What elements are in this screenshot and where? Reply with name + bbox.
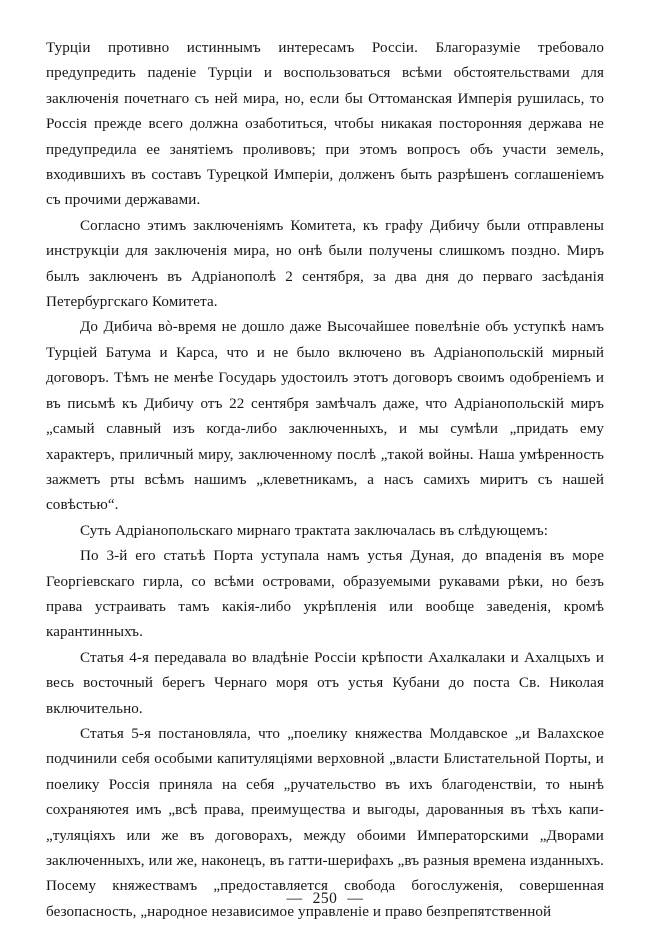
paragraph: Согласно этимъ заключеніямъ Комитета, къ графу Дибичу были отправлены инструкціи для заключенія мира, но онѣ были получены слишкомъ поздно. Миръ былъ заключенъ въ Адріанополѣ 2 сентября, за два дня до перваго засѣданія Петербургскаго Комитета. bbox=[46, 217, 604, 311]
footer-dash-right: — bbox=[347, 890, 364, 907]
paragraph: Статья 4-я передавала во владѣніе Россіи крѣпости Ахалкалаки и Ахалцыхъ и весь восточный берегъ Чернаго моря отъ устья Кубани до поста Св. Николая включительно. bbox=[46, 649, 604, 717]
page-body bbox=[46, 36, 604, 925]
paragraph: Турціи противно истиннымъ интересамъ Россіи. Благоразуміе требовало предупредить паденіе Турціи и воспользоваться всѣми обстоятельствами для заключенія почетнаго съ ней мира, но, если бы Оттоманская Имперія рушилась, то Россія прежде всего должна озаботиться, чтобы никакая посторонняя держава не предупредила ее занятіемъ проливовъ; при этомъ вопросъ объ участи земель, входившихъ въ составъ Турецкой Имперіи, долженъ быть разрѣшенъ соглашеніемъ съ прочими державами. bbox=[46, 40, 604, 209]
paragraph: По 3-й его статьѣ Порта уступала намъ устья Дуная, до впаденія въ море Георгіевскаго гирла, со всѣми островами, образуемыми рукавами рѣки, но безъ права устраивать тамъ какія-либо укрѣпленія или вообще заведенія, кромѣ карантинныхъ. bbox=[46, 548, 604, 641]
footer-dash-left: — bbox=[286, 890, 303, 907]
paragraph: До Дибича вò-время не дошло даже Высочайшее повелѣніе объ уступкѣ намъ Турціей Батума и Карса, что и не было включено въ Адріанопольскій мирный договоръ. Тѣмъ не менѣе Государь удостоилъ этотъ договоръ своимъ одобреніемъ и въ письмѣ къ Дибичу отъ 22 сентября замѣчалъ даже, что Адріанопольскій миръ „самый славный изъ когда-либо заключенныхъ, и мы сумѣли „придать ему характеръ, приличный миру, заключенному послѣ „такой войны. Наша умѣренность зажметъ рты всѣмъ нашимъ „клеветникамъ, а насъ самихъ миритъ съ нашей совѣстью“. bbox=[46, 319, 604, 514]
paragraph: Статья 5-я постановляла, что „поелику княжества Молдавское „и Валахское подчинили себя особыми капитуляціями верховной „власти Блистательной Порты, и поелику Россія приняла на себя „ручательство въ ихъ благоденствіи, то нынѣ сохраняютея имъ „всѣ права, преимущества и выгоды, дарованныя въ тѣхъ капи-„туляціяхъ или же въ договорахъ, между обоими Императорскими „Дворами заключенныхъ, или же, наконецъ, въ гатти-шерифахъ „въ разныя времена изданныхъ. Посему княжествамъ „предоставляется свобода богослуженія, совершенная безопасность, „народное независимое управленіе и право безпрепятственной bbox=[46, 725, 604, 920]
page-number: 250 bbox=[312, 890, 338, 907]
paragraph: Суть Адріанопольскаго мирнаго трактата заключалась въ слѣдующемъ: bbox=[80, 522, 549, 539]
page-footer bbox=[0, 890, 650, 908]
